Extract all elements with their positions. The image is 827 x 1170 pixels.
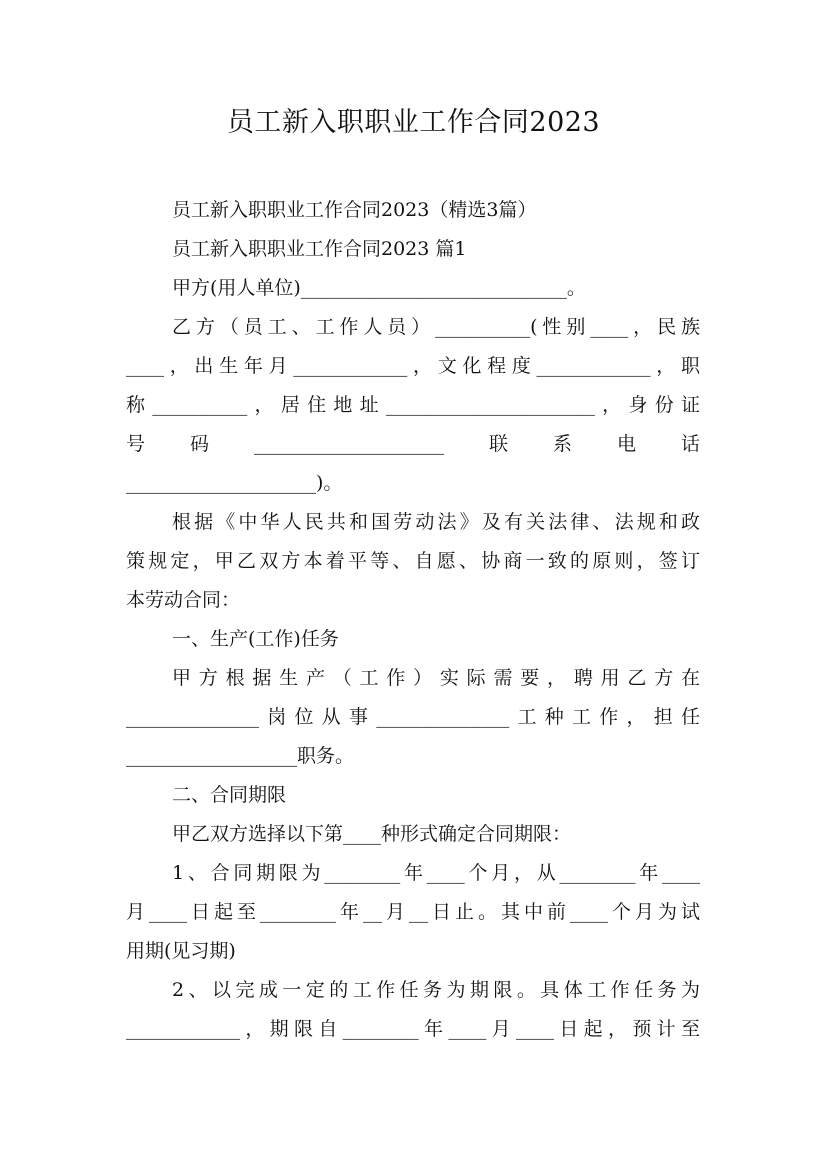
section-2-item-1-line-1: 1、合同期限为________年____个月，从________年____: [172, 862, 700, 884]
heading-collection: 员工新入职职业工作合同2023（精选3篇）: [172, 199, 537, 221]
section-2-item-1-line-3: 用期(见习期): [126, 940, 236, 962]
section-2-item-1-line-2: 月____日起至________年__月__日止。其中前____个月为试: [126, 901, 700, 923]
party-b-line-3: 称__________，居住地址______________________，身份证: [126, 394, 700, 416]
party-b-line-1: 乙方（员工、工作人员）__________(性别____，民族: [172, 316, 700, 338]
party-b-line-4: 号 码 ____________________ 联 系 电 话: [126, 433, 700, 455]
section-2-item-2-line-2: ____________，期限自________年____月____日起，预计至: [126, 1018, 700, 1040]
heading-part-1: 员工新入职职业工作合同2023 篇1: [172, 238, 467, 260]
section-1-line-1: 甲方根据生产（工作）实际需要，聘用乙方在: [172, 667, 700, 689]
preamble-line-1: 根据《中华人民共和国劳动法》及有关法律、法规和政: [172, 511, 700, 533]
section-1-heading: 一、生产(工作)任务: [172, 628, 339, 650]
preamble-line-2: 策规定，甲乙双方本着平等、自愿、协商一致的原则，签订: [126, 550, 700, 572]
preamble-line-3: 本劳动合同：: [126, 589, 241, 611]
section-1-line-2: ______________岗位从事______________工种工作，担任: [126, 706, 700, 728]
party-b-line-2: ____，出生年月____________，文化程度____________，职: [126, 355, 700, 377]
party-a-line: 甲方(用人单位)____________________________。: [172, 277, 586, 299]
section-2-line-1: 甲乙双方选择以下第____种形式确定合同期限：: [172, 823, 572, 845]
document-title: 员工新入职职业工作合同2023: [226, 107, 601, 138]
party-b-line-5: ____________________)。: [126, 472, 343, 494]
section-1-line-3: __________________职务。: [126, 745, 355, 767]
section-2-item-2-line-1: 2、以完成一定的工作任务为期限。具体工作任务为: [172, 979, 700, 1001]
section-2-heading: 二、合同期限: [172, 784, 287, 806]
